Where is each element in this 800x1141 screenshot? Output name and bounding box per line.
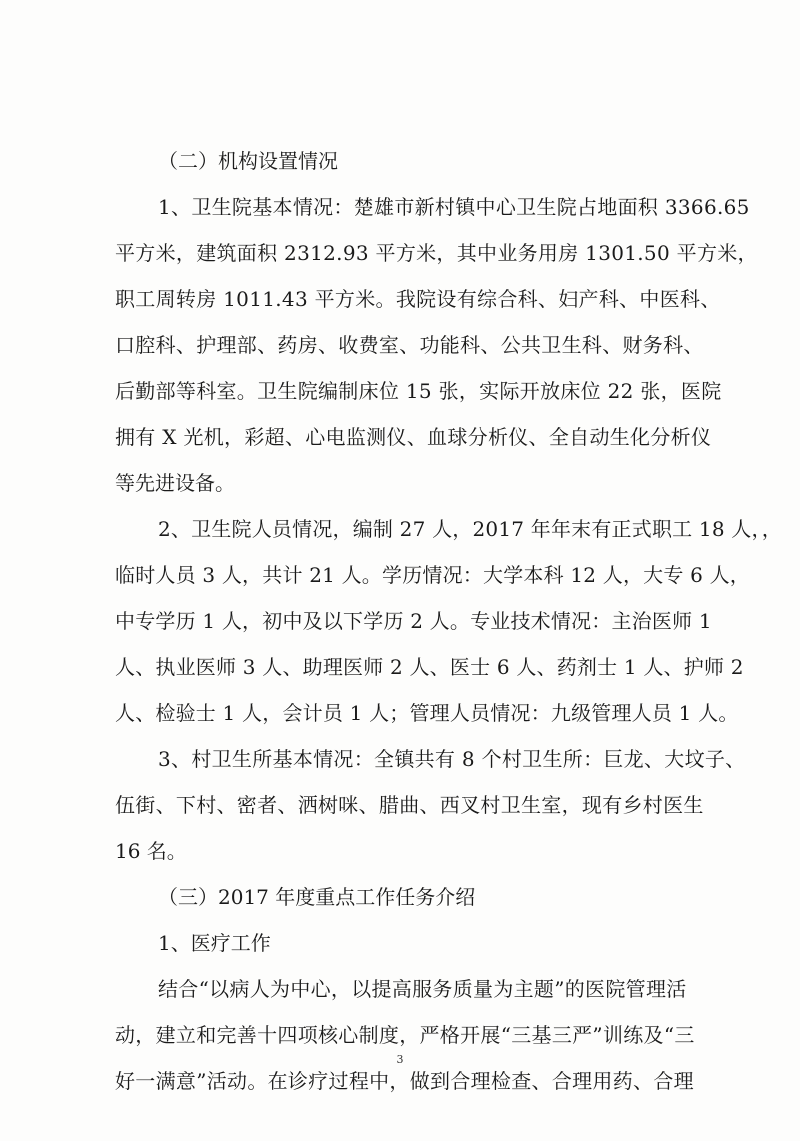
- paragraph-line: 口腔科、护理部、药房、收费室、功能科、公共卫生科、财务科、: [115, 333, 704, 357]
- paragraph-line: 人、检验士 1 人，会计员 1 人；管理人员情况：九级管理人员 1 人。: [115, 701, 739, 725]
- paragraph-line: 3、村卫生所基本情况：全镇共有 8 个村卫生所：巨龙、大坟子、: [158, 747, 746, 771]
- paragraph-line: 16 名。: [115, 839, 187, 863]
- paragraph-line: 1、卫生院基本情况：楚雄市新村镇中心卫生院占地面积 3366.65: [158, 195, 750, 219]
- paragraph-line: 中专学历 1 人，初中及以下学历 2 人。专业技术情况：主治医师 1: [115, 609, 712, 633]
- paragraph-line: 人、执业医师 3 人、助理医师 2 人、医士 6 人、药剂士 1 人、护师 2: [115, 655, 744, 679]
- paragraph-line: 2、卫生院人员情况，编制 27 人，2017 年年末有正式职工 18 人，，: [158, 517, 782, 541]
- subsection-heading: 1、医疗工作: [158, 931, 271, 955]
- paragraph-line: 伍街、下村、密者、洒树咪、腊曲、西叉村卫生室，现有乡村医生: [115, 793, 704, 817]
- section-heading: （三）2017 年度重点工作任务介绍: [158, 885, 476, 909]
- paragraph-line: 临时人员 3 人，共计 21 人。学历情况：大学本科 12 人，大专 6 人，: [115, 563, 751, 587]
- paragraph-line: 职工周转房 1011.43 平方米。我院设有综合科、妇产科、中医科、: [115, 287, 721, 311]
- paragraph-line: 平方米，建筑面积 2312.93 平方米，其中业务用房 1301.50 平方米，: [115, 241, 758, 265]
- paragraph-line: 结合“以病人为中心，以提高服务质量为主题”的医院管理活: [158, 977, 687, 1001]
- section-heading: （二）机构设置情况: [158, 149, 338, 173]
- page-number: 3: [396, 1053, 404, 1066]
- paragraph-line: 等先进设备。: [115, 471, 235, 495]
- document-body: [115, 138, 782, 1104]
- paragraph-line: 拥有 X 光机，彩超、心电监测仪、血球分析仪、全自动生化分析仪: [115, 425, 712, 449]
- paragraph-line: 动，建立和完善十四项核心制度，严格开展“三基三严”训练及“三: [115, 1023, 695, 1047]
- paragraph-line: 后勤部等科室。卫生院编制床位 15 张，实际开放床位 22 张，医院: [115, 379, 722, 403]
- paragraph-line: 好一满意”活动。在诊疗过程中，做到合理检查、合理用药、合理: [115, 1069, 694, 1093]
